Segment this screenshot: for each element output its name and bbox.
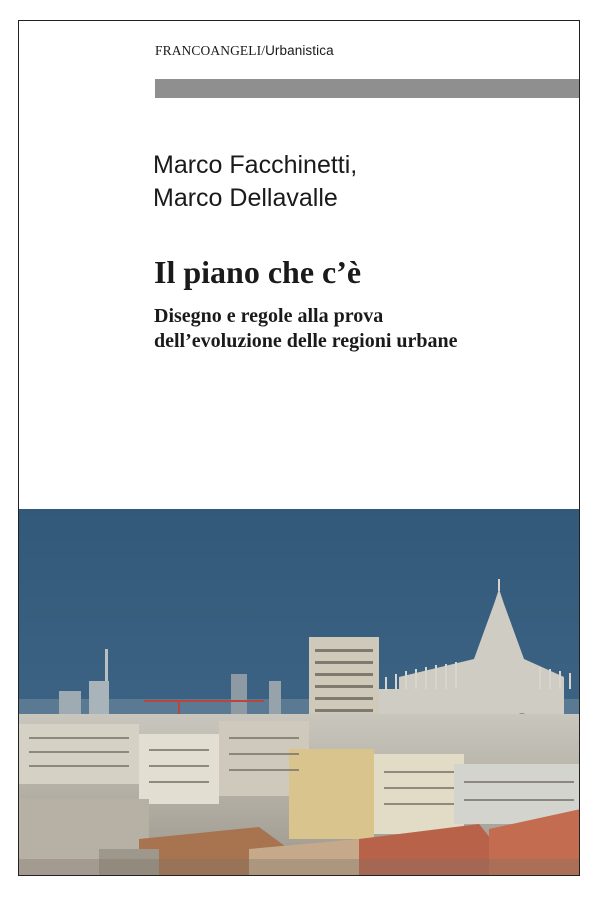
grey-band [155, 79, 580, 98]
authors [153, 149, 357, 215]
cover-photo [19, 509, 580, 876]
book-subtitle [154, 304, 458, 354]
book-cover [18, 20, 580, 876]
series-name: Urbanistica [265, 43, 334, 58]
subtitle-line-2: dell’evoluzione delle regioni urbane [154, 330, 458, 352]
subtitle-line-1: Disegno e regole alla prova [154, 305, 384, 327]
publisher-line [155, 43, 334, 59]
publisher-name: FRANCOANGELI [155, 43, 262, 58]
book-title: Il piano che c’è [154, 254, 362, 290]
author-1: Marco Facchinetti, [153, 151, 358, 179]
author-2: Marco Dellavalle [153, 184, 338, 212]
publisher-separator: / [261, 43, 266, 58]
